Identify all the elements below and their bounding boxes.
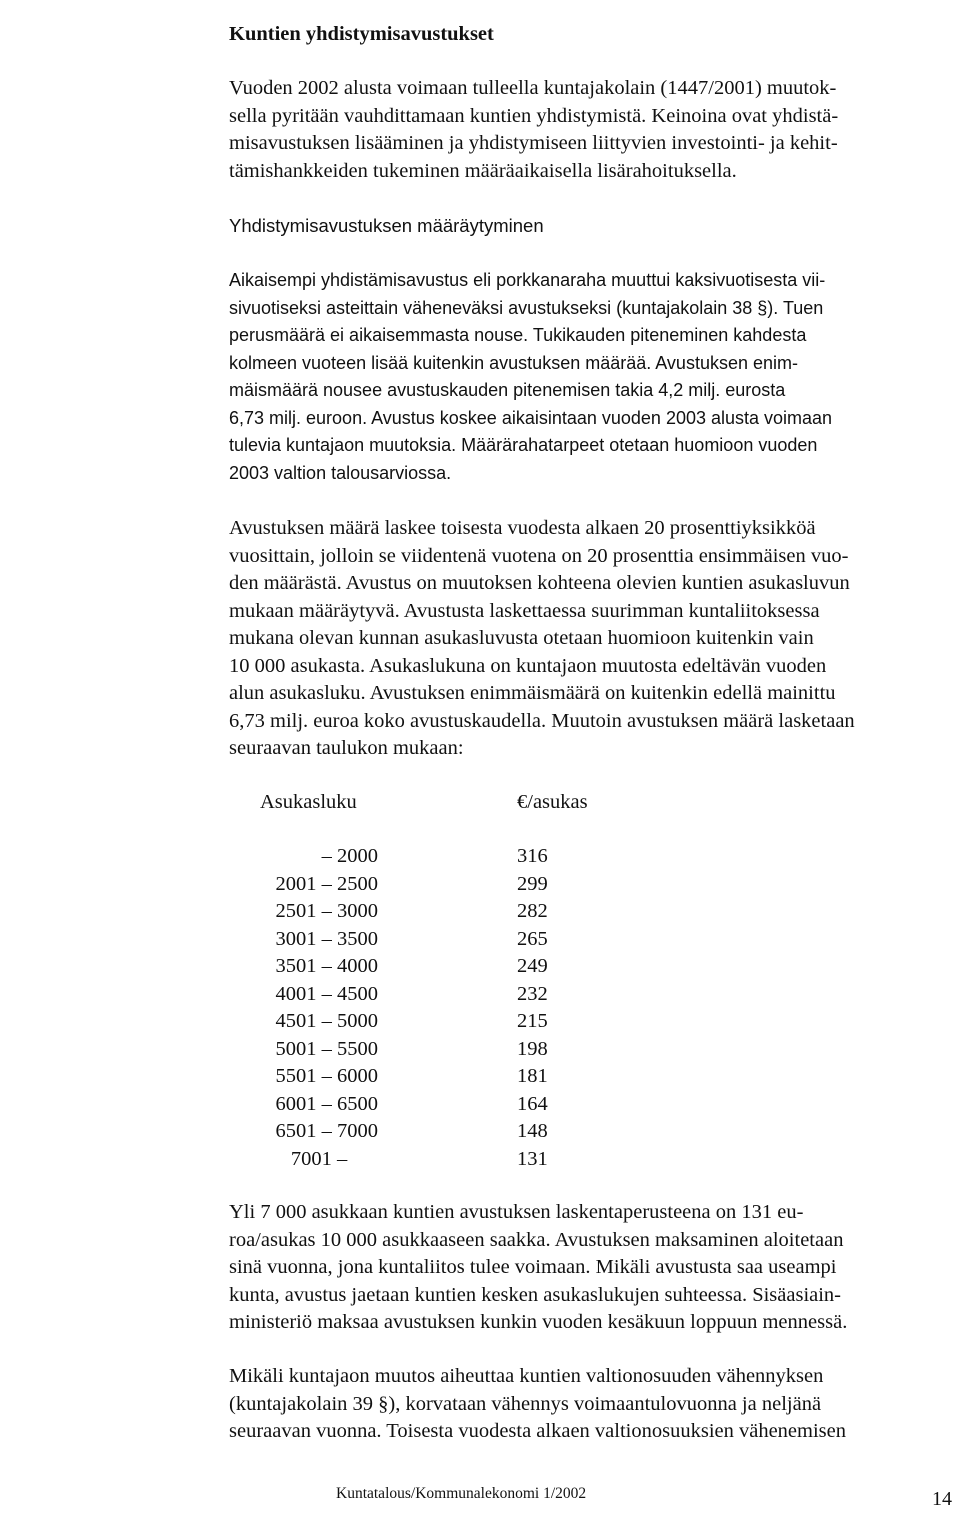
table-row bbox=[260, 1063, 760, 1091]
table-row bbox=[260, 1008, 760, 1036]
text-line: tulevia kuntajaon muutoksia. Määrärahatarpeet otetaan huomioon vuoden bbox=[229, 435, 818, 455]
text-line: Yli 7 000 asukkaan kuntien avustuksen laskentaperusteena on 131 eu- bbox=[229, 1201, 804, 1223]
table-row bbox=[260, 1036, 760, 1064]
amount-per-resident: 215 bbox=[517, 1010, 548, 1032]
table-row bbox=[260, 843, 760, 871]
text-line: sella pyritään vauhdittamaan kuntien yhdistymistä. Keinoina ovat yhdistä- bbox=[229, 104, 839, 127]
state-subsidy-paragraph bbox=[229, 1363, 955, 1446]
amount-per-resident: 249 bbox=[517, 955, 548, 977]
text-line: alun asukasluku. Avustuksen enimmäismäärä on kuitenkin edellä mainittu bbox=[229, 682, 836, 704]
amount-per-resident: 282 bbox=[517, 900, 548, 922]
text-line: sinä vuonna, jona kuntaliitos tulee voimaan. Mikäli avustusta saa useampi bbox=[229, 1256, 837, 1278]
text-line: kolmeen vuoteen lisää kuitenkin avustuksen määrää. Avustuksen enim- bbox=[229, 352, 798, 373]
table-row bbox=[260, 953, 760, 981]
amount-per-resident: 131 bbox=[517, 1147, 548, 1170]
text-line: misavustuksen lisääminen ja yhdistymiseen liittyvien investointi- ja kehit- bbox=[229, 132, 838, 154]
population-range: 5501 – 6000 bbox=[275, 1065, 378, 1087]
footer-publication: Kuntatalous/Kommunalekonomi 1/2002 bbox=[336, 1485, 587, 1502]
amount-per-resident: 299 bbox=[517, 872, 548, 895]
grant-amount-paragraph bbox=[229, 515, 955, 763]
page-number: 14 bbox=[932, 1488, 952, 1510]
text-line: Vuoden 2002 alusta voimaan tulleella kuntajakolain (1447/2001) muutok- bbox=[229, 77, 837, 99]
text-line: mukana olevan kunnan asukasluvusta otetaan huomioon kuitenkin vain bbox=[229, 627, 814, 649]
text-line: mäismäärä nousee avustuskauden pitenemisen takia 4,2 milj. eurosta bbox=[229, 380, 786, 400]
text-line: seuraavan vuonna. Toisesta vuodesta alkaen valtionosuuksien vähenemisen bbox=[229, 1420, 847, 1442]
table-row bbox=[260, 898, 760, 926]
text-line: 10 000 asukasta. Asukaslukuna on kuntajaon muutosta edeltävän vuoden bbox=[229, 654, 827, 677]
grant-determination-paragraph bbox=[229, 267, 955, 487]
text-line: seuraavan taulukon mukaan: bbox=[229, 737, 464, 759]
text-line: Avustuksen määrä laskee toisesta vuodesta alkaen 20 prosenttiyksikköä bbox=[229, 517, 816, 539]
text-line: ministeriö maksaa avustuksen kunkin vuoden kesäkuun loppuun mennessä. bbox=[229, 1311, 848, 1333]
table-row bbox=[260, 1091, 760, 1119]
amount-per-resident: 198 bbox=[517, 1037, 548, 1060]
amount-per-resident: 316 bbox=[517, 845, 548, 867]
grant-table bbox=[260, 843, 760, 1173]
column-header-amount: €/asukas bbox=[517, 791, 588, 813]
population-range: 2501 – 3000 bbox=[275, 900, 378, 922]
text-line: kunta, avustus jaetaan kuntien kesken asukaslukujen suhteessa. Sisäasiain- bbox=[229, 1283, 842, 1306]
table-row bbox=[260, 981, 760, 1009]
text-line: mukaan määräytyvä. Avustusta laskettaessa suurimman kuntaliitoksessa bbox=[229, 599, 820, 622]
text-line: tämishankkeiden tukeminen määräaikaisella lisärahoituksella. bbox=[229, 159, 737, 182]
population-range: 2001 – 2500 bbox=[275, 872, 378, 895]
large-municipality-paragraph bbox=[229, 1199, 955, 1337]
text-line: (kuntajakolain 39 §), korvataan vähennys voimaantulovuonna ja neljänä bbox=[229, 1392, 822, 1415]
table-row bbox=[260, 1146, 760, 1174]
intro-paragraph bbox=[229, 75, 955, 185]
column-header-population: Asukasluku bbox=[260, 791, 357, 813]
table-row bbox=[260, 871, 760, 899]
text-line: Aikaisempi yhdistämisavustus eli porkkanaraha muuttui kaksivuotisesta vii- bbox=[229, 270, 826, 290]
text-line: sivuotiseksi asteittain väheneväksi avustukseksi (kuntajakolain 38 §). Tuen bbox=[229, 297, 824, 318]
population-range: 4001 – 4500 bbox=[275, 982, 378, 1005]
population-range: 6501 – 7000 bbox=[275, 1120, 378, 1142]
population-range: 6001 – 6500 bbox=[275, 1092, 378, 1115]
table-row bbox=[260, 1118, 760, 1146]
text-line: Mikäli kuntajaon muutos aiheuttaa kuntien valtionosuuden vähennyksen bbox=[229, 1365, 824, 1387]
text-line: perusmäärä ei aikaisemmasta nouse. Tukikauden piteneminen kahdesta bbox=[229, 325, 807, 345]
amount-per-resident: 164 bbox=[517, 1092, 548, 1115]
population-range: – 2000 bbox=[321, 845, 378, 867]
population-range: 3001 – 3500 bbox=[275, 927, 378, 950]
population-range: 4501 – 5000 bbox=[275, 1010, 378, 1032]
table-row bbox=[260, 926, 760, 954]
amount-per-resident: 265 bbox=[517, 927, 548, 950]
population-range: 7001 – bbox=[290, 1147, 378, 1170]
population-range: 5001 – 5500 bbox=[275, 1037, 378, 1060]
amount-per-resident: 181 bbox=[517, 1065, 548, 1087]
text-line: 6,73 milj. euroon. Avustus koskee aikaisintaan vuoden 2003 alusta voimaan bbox=[229, 407, 833, 428]
text-line: roa/asukas 10 000 asukkaaseen saakka. Avustuksen maksaminen aloitetaan bbox=[229, 1228, 844, 1251]
text-line: 2003 valtion talousarviossa. bbox=[229, 462, 452, 483]
amount-per-resident: 148 bbox=[517, 1120, 548, 1142]
text-line: vuosittain, jolloin se viidentenä vuotena on 20 prosenttia ensimmäisen vuo- bbox=[229, 544, 849, 567]
text-line: den määrästä. Avustus on muutoksen kohteena olevien kuntien asukasluvun bbox=[229, 572, 850, 594]
amount-per-resident: 232 bbox=[517, 982, 548, 1005]
population-range: 3501 – 4000 bbox=[275, 955, 378, 977]
subheading: Yhdistymisavustuksen määräytyminen bbox=[229, 215, 544, 236]
section-heading: Kuntien yhdistymisavustukset bbox=[229, 23, 494, 45]
text-line: 6,73 milj. euroa koko avustuskaudella. Muutoin avustuksen määrä lasketaan bbox=[229, 709, 855, 732]
